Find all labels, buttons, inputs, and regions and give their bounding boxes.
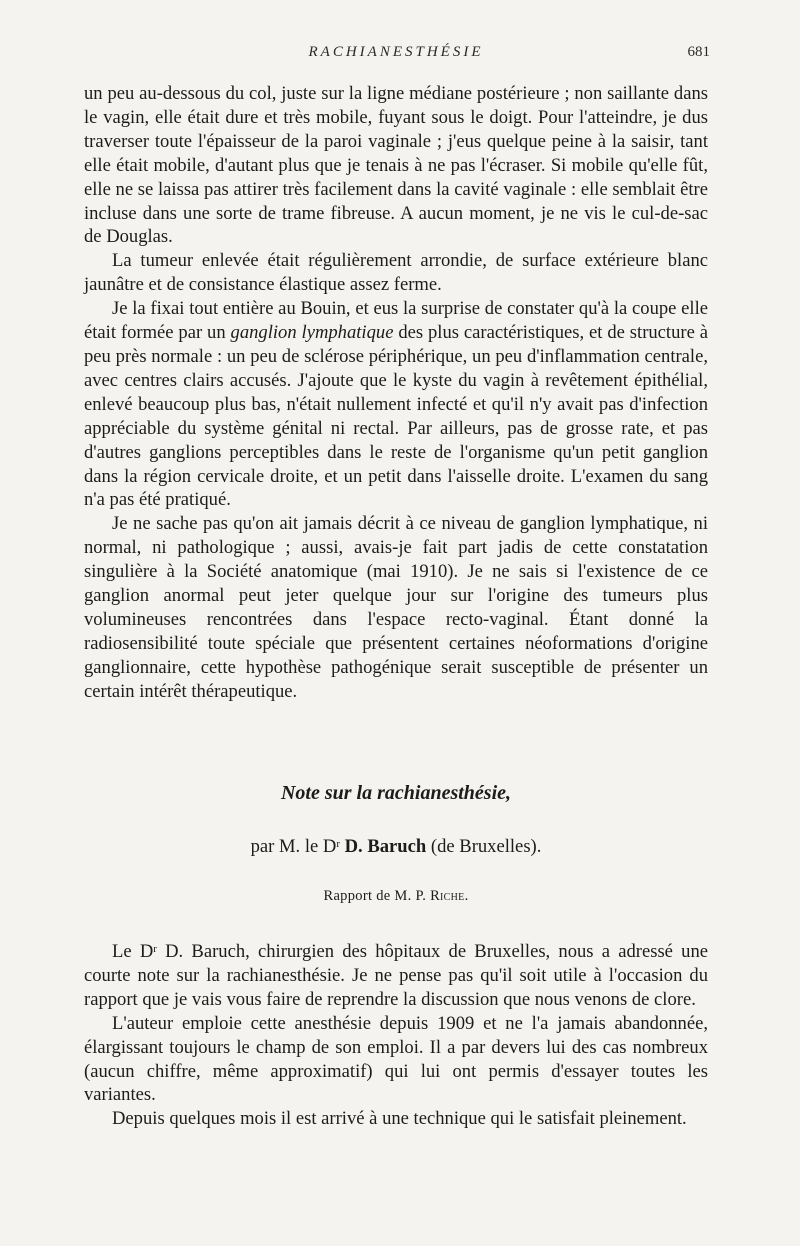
paragraph-technique: Depuis quelques mois il est arrivé à une technique qui le satisfait pleinement. — [112, 1108, 687, 1130]
paragraph-intro-text-a: Le D — [112, 941, 154, 962]
article-title: Note sur la rachianesthésie, — [280, 782, 512, 804]
emphasis-ganglion-lymphatique: ganglion lymphatique — [230, 322, 394, 344]
page-number: 681 — [687, 44, 710, 60]
paragraph-histology-text-a: Je la fixai tout entière au Bouin, et eus la surprise de constater qu'à la coupe elle était formée par un — [84, 298, 708, 344]
byline-prefix: par M. le D — [250, 836, 337, 857]
paragraph-intro — [84, 940, 708, 1012]
report-prefix: Rapport de M. P. — [323, 888, 431, 904]
paragraph-intro-superscript: r — [153, 943, 157, 955]
paragraph-histology — [84, 297, 708, 512]
paragraph-author-experience: L'auteur emploie cette anesthésie depuis 1909 et ne l'a jamais abandonnée, élargissant toujours le champ de son emploi. Il a par devers lui des cas nombreux (aucun chiffre, même approximatif) qui lui ont permis d'essayer toutes les variantes. — [84, 1012, 708, 1106]
paragraph-tumour-description: La tumeur enlevée était régulièrement arrondie, de surface extérieure blanc jaunâtre et de consistance élastique assez ferme. — [84, 250, 708, 296]
paragraph-histology-text-b: des plus caractéristiques, et de structure à peu près normale : un peu de sclérose périphérique, un peu d'inflammation centrale, avec centres clairs accusés. J'ajoute que le kyste du vagin à revêtement épithélial, enlevé beaucoup plus bas, n'était nullement infecté et qu'il n'y avait pas d'infection appréciable du système génital ni rectal. Par ailleurs, pas de grosse rate, et pas d'autres ganglions perceptibles dans le reste de l'organisme qu'un petit ganglion dans la région cervicale droite, et un petit dans l'aisselle droite. L'examen du sang n'a pas été pratiqué. — [84, 322, 708, 511]
paragraph-discussion: Je ne sache pas qu'on ait jamais décrit à ce niveau de ganglion lymphatique, ni normal, ni pathologique ; aussi, avais-je fait part jadis de cette constatation singulière à la Société anatomique (mai 1910). Je ne sais si l'existence de ce ganglion anormal peut jeter quelque jour sur l'origine des tumeurs plus volumineuses rencontrées dans l'espace recto-vaginal. Étant donné la radiosensibilité toute spéciale que présentent certaines néoformations d'origine ganglionnaire, cette hypothèse pathogénique serait susceptible de présenter un certain intérêt thérapeutique. — [84, 513, 708, 702]
report-line — [84, 888, 708, 905]
paragraph-intro-text-b: D. Baruch, chirurgien des hôpitaux de Bruxelles, nous a adressé une courte note sur la rachianesthésie. Je ne pense pas qu'il soit utile à l'occasion du rapport que je vais vous faire de reprendre la discussion que nous venons de clore. — [84, 941, 708, 1010]
body-text-top — [84, 82, 708, 704]
running-header — [82, 44, 710, 66]
paragraph-continuation: un peu au-dessous du col, juste sur la ligne médiane postérieure ; non saillante dans le vagin, elle était dure et très mobile, fuyant sous le doigt. Pour l'atteindre, je dus traverser toute l'épaisseur de la paroi vaginale ; j'eus quelque peine à la saisir, tant elle était mobile, d'autant plus que je tenais à ne pas l'écraser. Si mobile qu'elle fût, elle ne se laissa pas attirer très facilement dans la cavité vaginale : elle semblait être incluse dans une sorte de trame fibreuse. A aucun moment, je ne vis le cul-de-sac de Douglas. — [84, 83, 708, 248]
byline-superscript: r — [336, 838, 340, 850]
report-rapporteur-name: Riche — [430, 888, 465, 904]
article-byline — [84, 836, 708, 858]
report-suffix: . — [464, 888, 469, 904]
body-text-bottom — [84, 940, 708, 1131]
byline-author-name: D. Baruch — [339, 836, 427, 857]
byline-suffix: (de Bruxelles). — [426, 836, 542, 857]
running-title: RACHIANESTHÉSIE — [308, 44, 484, 60]
